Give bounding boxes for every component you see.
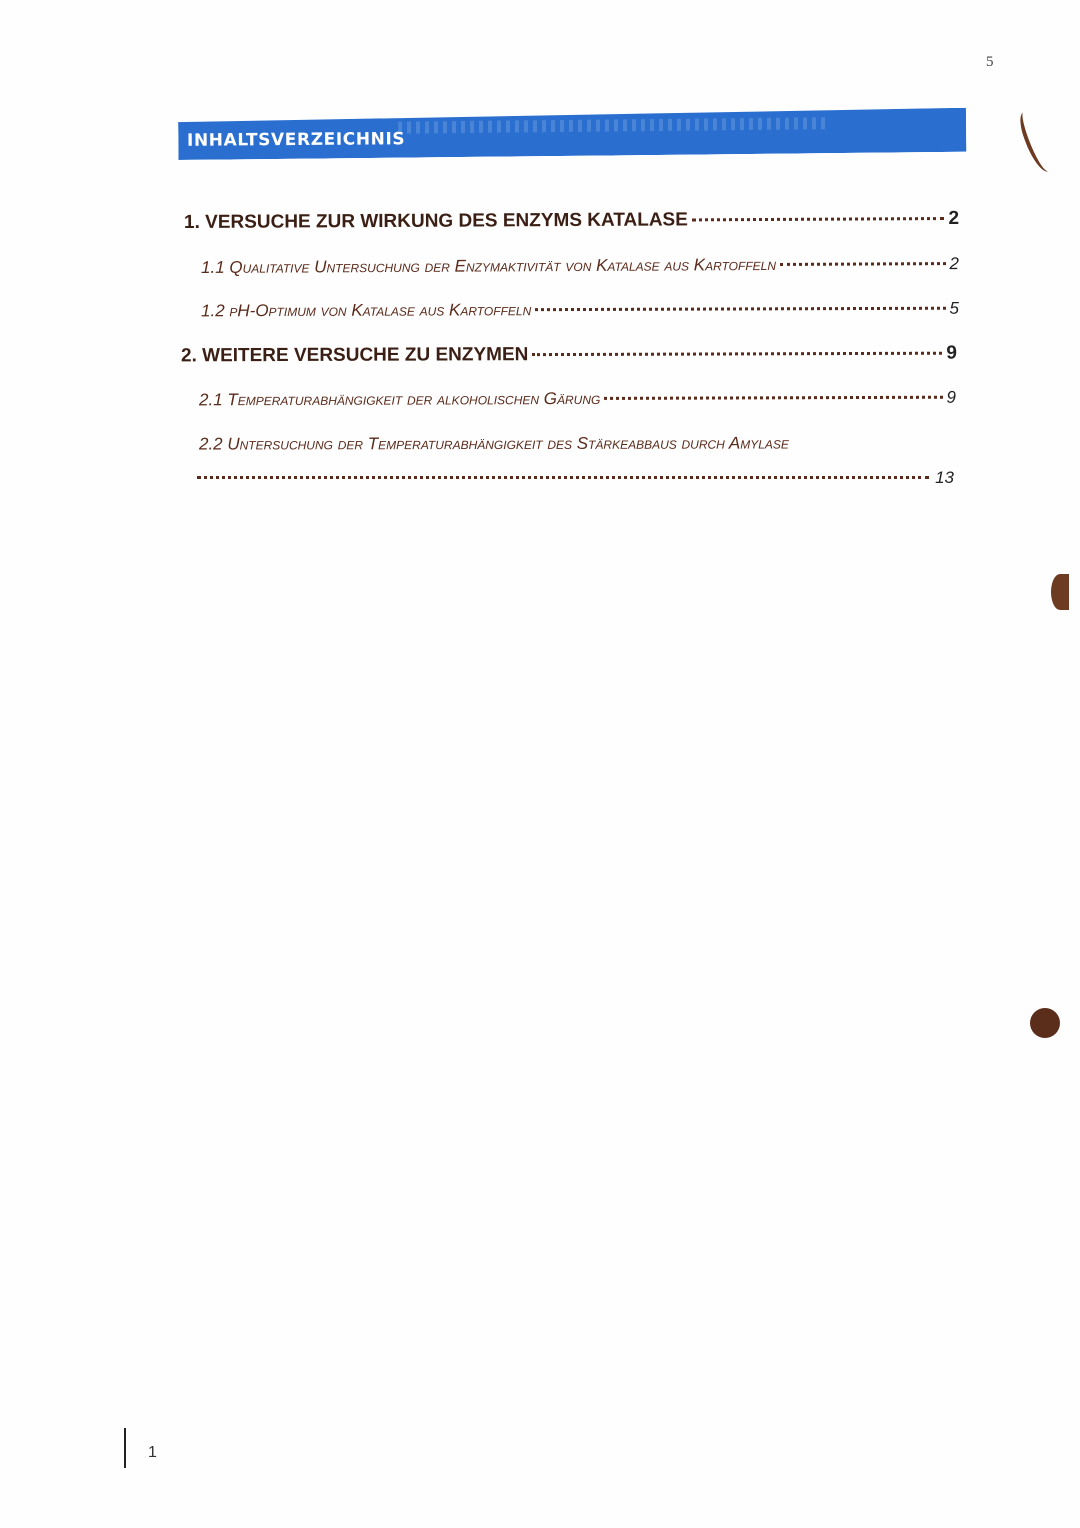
dot-leader	[692, 217, 945, 221]
toc-entry-page: 2	[949, 254, 960, 274]
toc-entry-chapter-1[interactable]	[184, 208, 959, 234]
toc-entry-section-1-1[interactable]	[201, 254, 959, 278]
handwritten-page-mark: 5	[986, 54, 994, 70]
toc-entry-page: 9	[946, 342, 958, 364]
dot-leader	[197, 476, 929, 479]
toc-entry-label: 2.1 Temperaturabhängigkeit der alkoholischen Gärung	[198, 388, 601, 410]
toc-entry-label: 2. WEITERE VERSUCHE ZU ENZYMEN	[180, 344, 529, 367]
dot-leader	[535, 307, 945, 311]
toc-entry-page: 13	[935, 468, 954, 487]
toc-entry-chapter-2[interactable]	[181, 343, 957, 368]
footer-divider	[124, 1428, 126, 1468]
dot-leader	[532, 352, 942, 356]
toc-entry-section-2-2[interactable]: 2.2 Untersuchung der Temperaturabhängigkeit des Stärkeabbaus durch Amylase	[198, 433, 789, 454]
toc-entry-page: 2	[948, 207, 960, 230]
toc-entry-section-1-2[interactable]	[201, 299, 959, 322]
toc-entry-label: 1.1 Qualitative Untersuchung der Enzymaktivität von Katalase aus Kartoffeln	[200, 254, 777, 277]
punch-hole-mark	[1051, 574, 1069, 610]
toc-heading: INHALTSVERZEICHNIS	[186, 129, 406, 151]
toc-entry-section-2-2-leader[interactable]	[197, 468, 954, 488]
toc-entry-label: 1. VERSUCHE ZUR WIRKUNG DES ENZYMS KATALASE	[183, 209, 688, 234]
footer-page-number: 1	[148, 1444, 157, 1461]
toc-entry-section-2-1[interactable]	[199, 388, 956, 411]
dot-leader	[780, 262, 946, 266]
dot-leader	[604, 396, 942, 400]
toc-entry-page: 9	[946, 387, 957, 407]
scan-artifact-mark	[1016, 109, 1057, 176]
toc-entry-label: 1.2 pH-Optimum von Katalase aus Kartoffeln	[200, 300, 532, 321]
punch-hole-mark	[1030, 1008, 1060, 1038]
toc-entry-page: 5	[949, 298, 960, 318]
